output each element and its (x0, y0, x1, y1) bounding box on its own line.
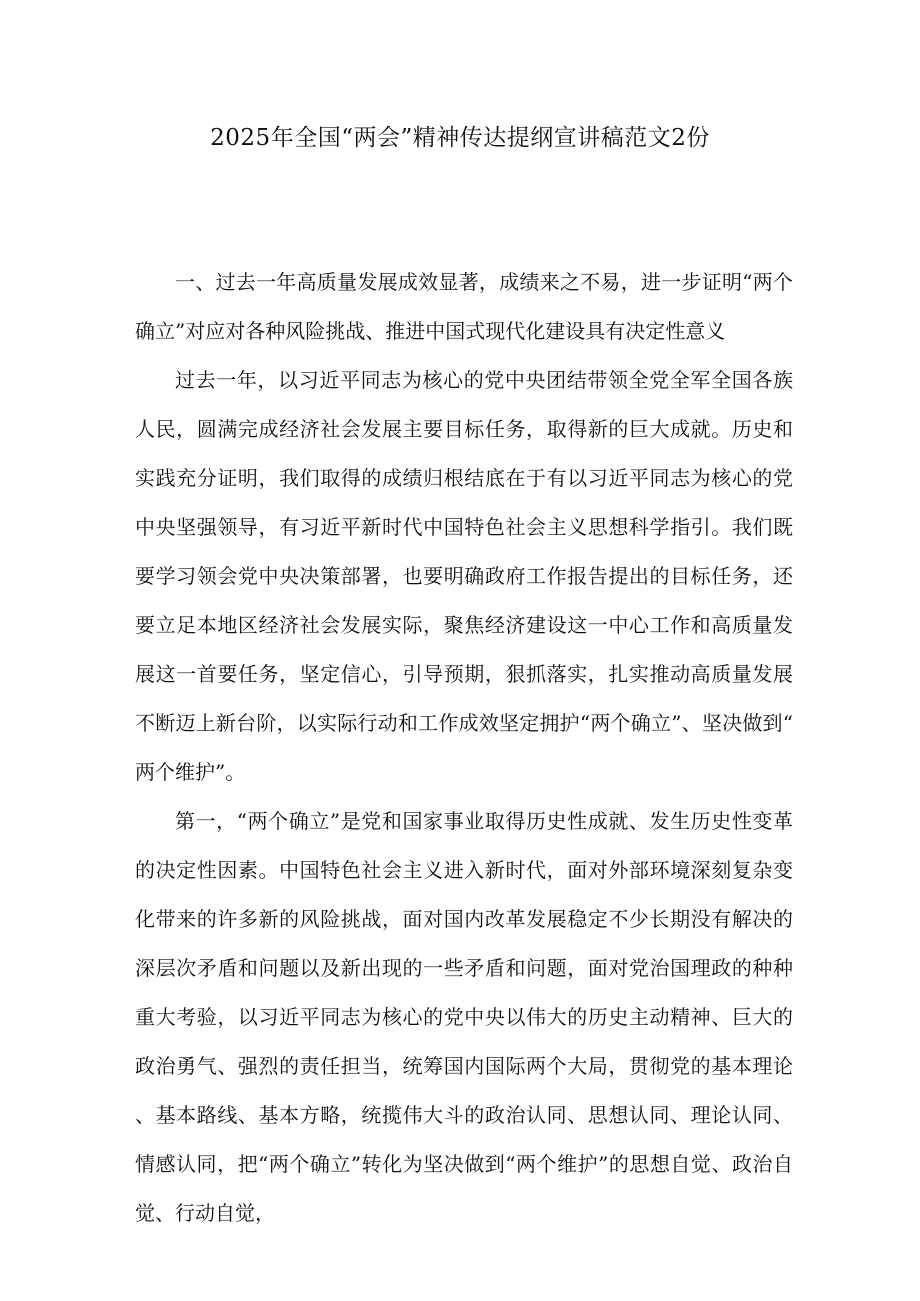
section-heading-paragraph: 一、过去一年高质量发展成效显著，成绩来之不易，进一步证明“两个确立”对应对各种风险挑战、推进中国式现代化建设具有决定性意义 (135, 270, 793, 343)
document-body (135, 258, 793, 1238)
body-paragraph: 第一，“两个确立”是党和国家事业取得历史性成就、发生历史性变革的决定性因素。中国特色社会主义进入新时代，面对外部环境深刻复杂变化带来的许多新的风险挑战，面对国内改革发展稳定不少长期没有解决的深层次矛盾和问题以及新出现的一些矛盾和问题，面对党治国理政的种种重大考验，以习近平同志为核心的党中央以伟大的历史主动精神、巨大的政治勇气、强烈的责任担当，统筹国内国际两个大局，贯彻党的基本理论、基本路线、基本方略，统揽伟大斗的政治认同、思想认同、理论认同、情感认同，把“两个确立”转化为坚决做到“两个维护”的思想自觉、政治自觉、行动自觉， (135, 809, 793, 1225)
body-paragraph: 过去一年，以习近平同志为核心的党中央团结带领全党全军全国各族人民，圆满完成经济社会发展主要目标任务，取得新的巨大成就。历史和实践充分证明，我们取得的成绩归根结底在于有以习近平同志为核心的党中央坚强领导，有习近平新时代中国特色社会主义思想科学指引。我们既要学习领会党中央决策部署，也要明确政府工作报告提出的目标任务，还要立足本地区经济社会发展实际，聚焦经济建设这一中心工作和高质量发展这一首要任务，坚定信心，引导预期，狠抓落实，扎实推动高质量发展不断迈上新台阶，以实际行动和工作成效坚定拥护“两个确立”、坚决做到“两个维护”。 (135, 368, 793, 784)
document-title: 2025年全国“两会”精神传达提纲宣讲稿范文2份 (210, 125, 710, 151)
